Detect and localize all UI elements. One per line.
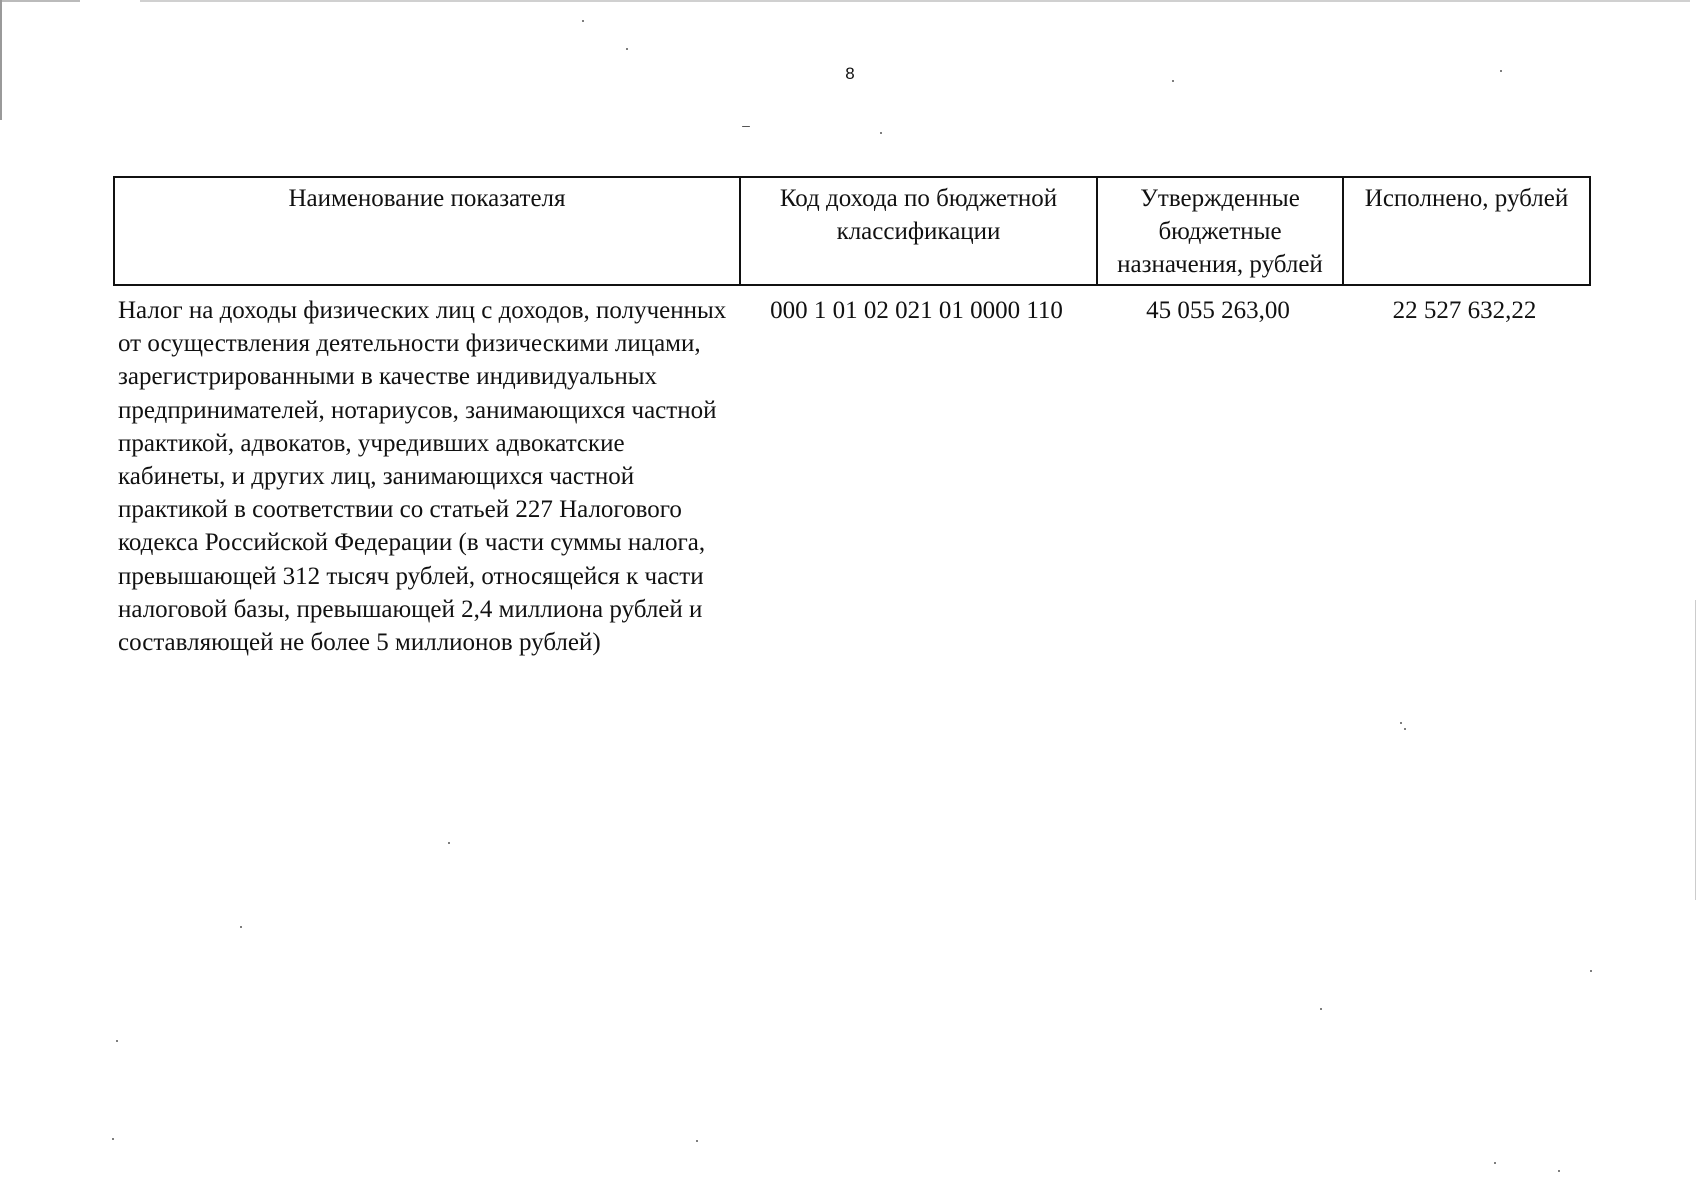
cell-executed-amount: 22 527 632,22 [1392,297,1537,324]
scan-speck [582,20,584,22]
scan-speck [696,1140,698,1142]
scan-speck [448,842,450,844]
scan-speck [1404,728,1406,730]
scan-speck [742,126,750,127]
header-income-code: Код дохода по бюджетной классификации [740,177,1097,285]
scan-speck [1590,970,1592,972]
scan-speck [1400,722,1402,724]
cell-indicator-name: Налог на доходы физических лиц с доходов, полученных от осуществления деятельности физическими лицами, зарегистрированными в качестве индивидуальных предпринимателей, нотариусов, занимающихся частной практикой, адвокатов, учредивших адвокатские кабинеты, и других лиц, занимающихся частной практикой в соответствии со статьей 227 Налогового кодекса Российской Федерации (в части суммы налога, превышающей 312 тысяч рублей, относящейся к части налоговой базы, превышающей 2,4 миллиона рублей и составляющей не более 5 миллионов рублей) [118,297,727,657]
table-row [114,285,1590,659]
scan-speck [1320,1008,1322,1010]
scan-edge-right [1695,0,1696,1200]
header-executed-amount: Исполнено, рублей [1343,177,1590,285]
scan-speck [112,1138,114,1140]
header-approved-amount: Утвержденные бюджетные назначения, рублей [1097,177,1343,285]
scan-speck [1558,1170,1560,1172]
budget-income-table [113,176,1591,659]
scan-speck [880,132,882,134]
table-header-row [114,177,1590,285]
scan-speck [1494,1162,1496,1164]
scan-speck [116,1040,118,1042]
scan-edge-top [0,0,1700,2]
scan-speck [1500,70,1502,72]
cell-approved-amount: 45 055 263,00 [1146,297,1290,324]
scan-speck [626,48,628,50]
scan-edge-left [0,0,2,120]
scan-speck [1172,80,1174,82]
cell-income-code: 000 1 01 02 021 01 0000 110 [770,297,1063,324]
page-number: 8 [845,64,855,83]
header-indicator-name: Наименование показателя [114,177,740,285]
scan-speck [240,926,242,928]
